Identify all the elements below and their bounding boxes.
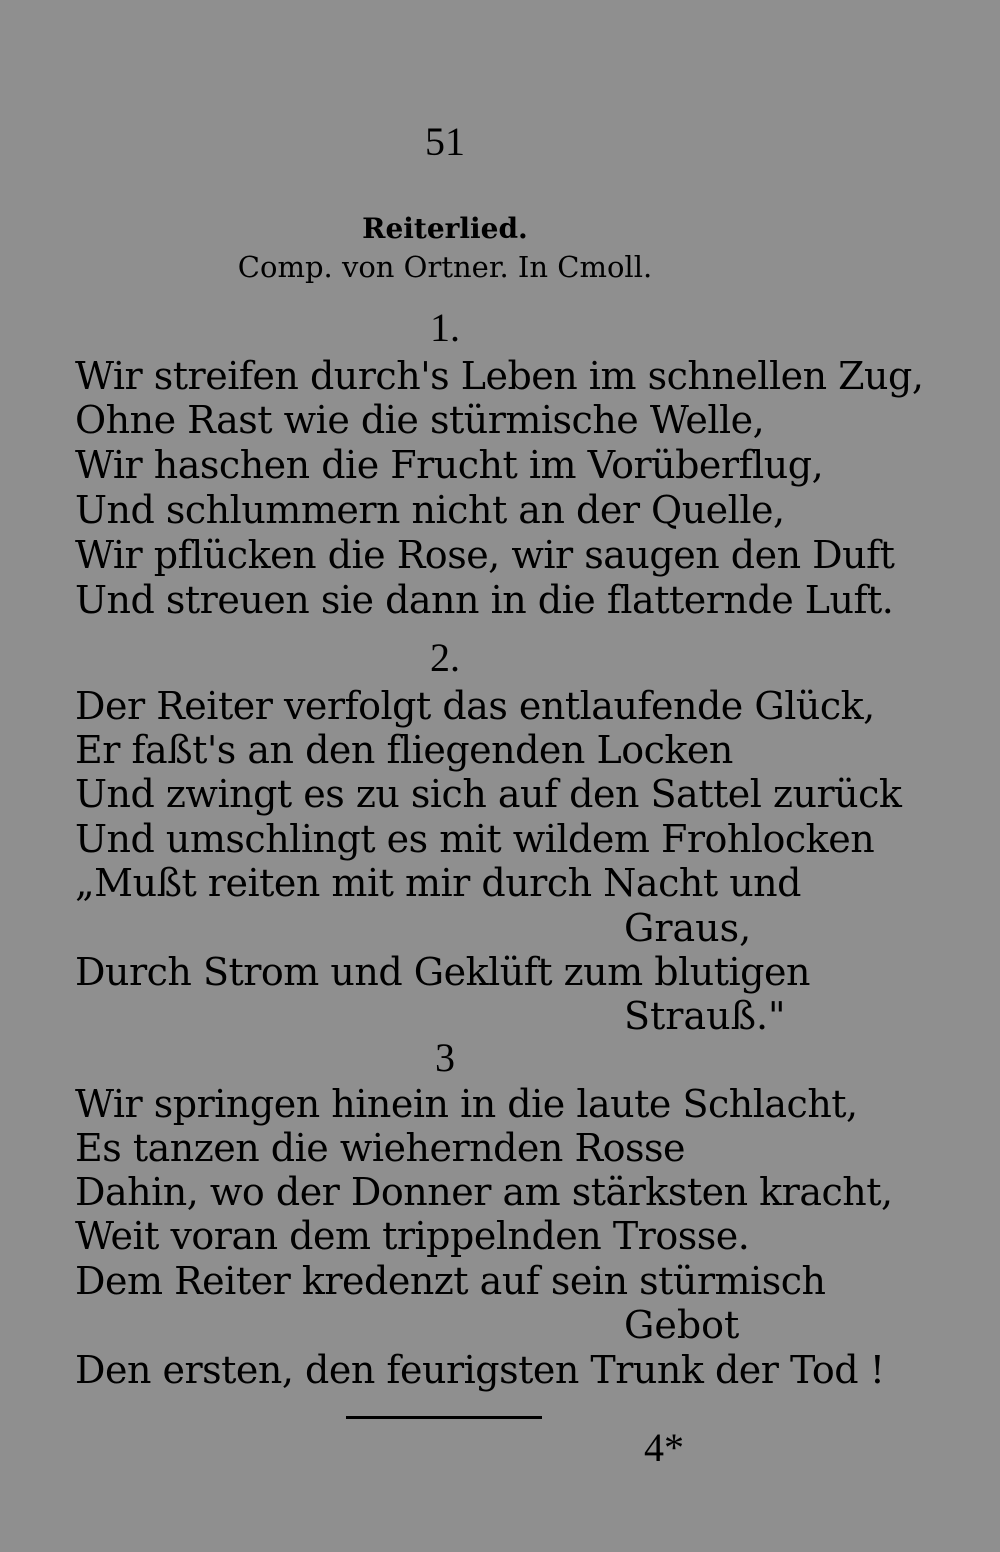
verse-line: Dahin, wo der Donner am stärksten kracht, [75, 1170, 893, 1214]
verse-line: „Mußt reiten mit mir durch Nacht und [75, 861, 801, 905]
verse-line: Durch Strom und Geklüft zum blutigen [75, 950, 810, 994]
verse-line: Es tanzen die wiehernden Rosse [75, 1126, 685, 1170]
page-number: 51 [425, 119, 465, 164]
verse-line: Wir springen hinein in die laute Schlacht, [75, 1082, 858, 1126]
verse-line: Wir streifen durch's Leben im schnellen Zug, [75, 354, 924, 398]
verse-line: Und schlummern nicht an der Quelle, [75, 488, 785, 532]
verse-line-continuation: Gebot [624, 1303, 740, 1347]
verse-line-continuation: Strauß." [624, 994, 786, 1038]
stanza-number: 1. [430, 305, 460, 350]
verse-line: Und streuen sie dann in die flatternde Luft. [75, 578, 894, 622]
divider-rule [346, 1416, 542, 1419]
verse-line: Und umschlingt es mit wildem Frohlocken [75, 817, 875, 861]
verse-line: Der Reiter verfolgt das entlaufende Glück, [75, 684, 875, 728]
composer-note: Comp. von Ortner. In Cmoll. [237, 250, 653, 284]
verse-line: Den ersten, den feurigsten Trunk der Tod ! [75, 1348, 885, 1392]
verse-line: Ohne Rast wie die stürmische Welle, [75, 398, 765, 442]
verse-line: Weit voran dem trippelnden Trosse. [75, 1214, 750, 1258]
verse-line: Wir pflücken die Rose, wir saugen den Duft [75, 533, 895, 577]
verse-line-continuation: Graus, [624, 906, 752, 950]
verse-line: Und zwingt es zu sich auf den Sattel zurück [75, 772, 902, 816]
stanza-number: 2. [430, 635, 460, 680]
verse-line: Wir haschen die Frucht im Vorüberflug, [75, 443, 824, 487]
signature-mark: 4* [644, 1425, 684, 1470]
poem-title: Reiterlied. [362, 212, 528, 245]
stanza-number: 3 [435, 1035, 455, 1080]
verse-line: Dem Reiter kredenzt auf sein stürmisch [75, 1259, 826, 1303]
verse-line: Er faßt's an den fliegenden Locken [75, 728, 733, 772]
